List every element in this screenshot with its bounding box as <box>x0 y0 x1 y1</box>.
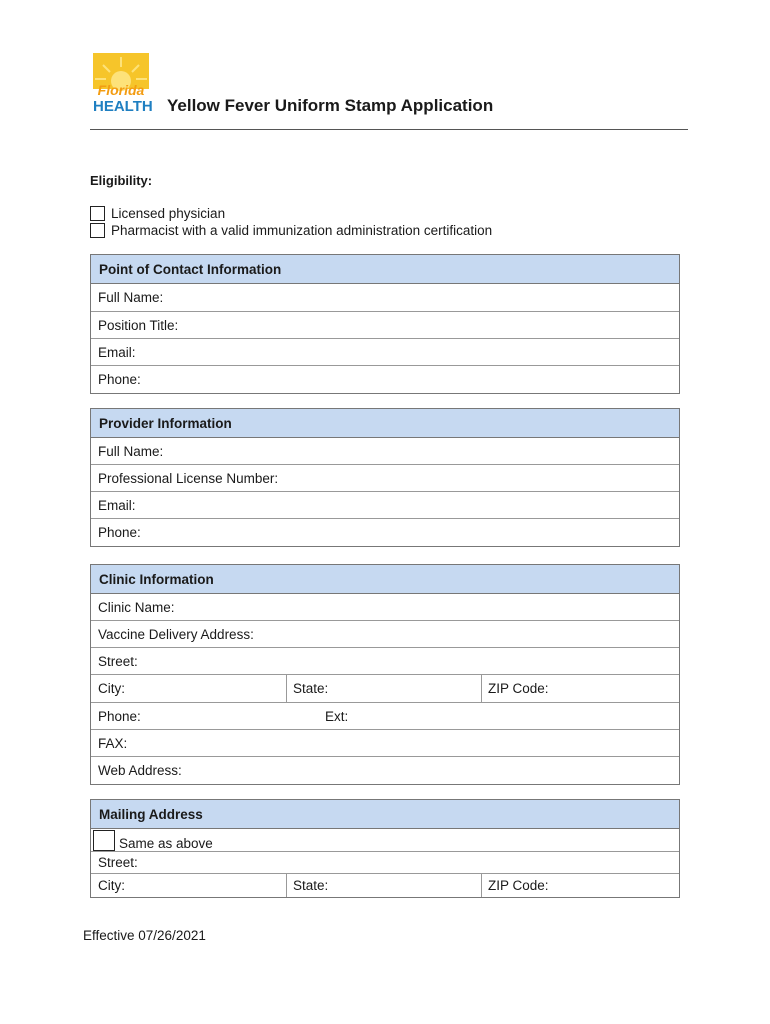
contact-phone-field[interactable]: Phone: <box>98 372 141 387</box>
clinic-zip-field[interactable] <box>481 675 679 702</box>
same-as-above-row <box>91 829 679 852</box>
mailing-section <box>90 799 680 898</box>
mailing-header: Mailing Address <box>91 800 679 829</box>
physician-label: Licensed physician <box>111 206 226 221</box>
eligibility-option-physician <box>90 206 225 221</box>
effective-date: Effective 07/26/2021 <box>83 928 206 943</box>
same-as-above-label: Same as above <box>119 835 213 851</box>
clinic-web-address-field[interactable]: Web Address: <box>98 763 182 778</box>
clinic-city-label: City: <box>98 681 125 696</box>
physician-checkbox[interactable] <box>90 206 105 221</box>
page-title: Yellow Fever Uniform Stamp Application <box>167 96 494 115</box>
mailing-street-field[interactable]: Street: <box>91 852 679 874</box>
clinic-delivery-address-label: Vaccine Delivery Address: <box>91 621 679 648</box>
provider-email-field[interactable]: Email: <box>91 492 679 519</box>
eligibility-option-pharmacist <box>90 223 492 238</box>
mailing-city-state-zip-row <box>91 874 679 897</box>
contact-header: Point of Contact Information <box>91 255 679 284</box>
clinic-city-field[interactable] <box>91 675 286 702</box>
pharmacist-label: Pharmacist with a valid immunization administration certification <box>111 223 493 238</box>
mailing-zip-label: ZIP Code: <box>488 878 549 893</box>
provider-header: Provider Information <box>91 409 679 438</box>
logo-text-health: HEALTH <box>93 98 153 115</box>
mailing-city-field[interactable] <box>91 874 286 897</box>
clinic-ext-field[interactable] <box>319 703 519 729</box>
provider-license-field[interactable]: Professional License Number: <box>91 465 679 492</box>
clinic-street-field[interactable]: Street: <box>91 648 679 675</box>
clinic-phone-label: Phone: <box>98 708 141 724</box>
clinic-city-state-zip-row <box>91 675 679 703</box>
clinic-state-label: State: <box>293 681 329 696</box>
clinic-zip-label: ZIP Code: <box>488 681 549 696</box>
provider-full-name-field[interactable]: Full Name: <box>91 438 679 465</box>
clinic-name-field[interactable]: Clinic Name: <box>91 594 679 621</box>
florida-health-logo <box>93 53 153 117</box>
contact-section <box>90 254 680 394</box>
provider-phone-field[interactable]: Phone: <box>98 525 141 540</box>
clinic-phone-field[interactable] <box>91 703 317 729</box>
mailing-state-field[interactable] <box>286 874 481 897</box>
header-divider <box>90 129 688 130</box>
logo-text-florida: Florida <box>97 82 145 98</box>
contact-position-title-field[interactable]: Position Title: <box>91 312 679 339</box>
clinic-header: Clinic Information <box>91 565 679 594</box>
mailing-city-label: City: <box>98 878 125 893</box>
contact-full-name-field[interactable]: Full Name: <box>91 284 679 312</box>
clinic-ext-label: Ext: <box>325 708 349 724</box>
eligibility-label: Eligibility: <box>90 173 153 188</box>
clinic-phone-row <box>91 703 679 730</box>
provider-section <box>90 408 680 547</box>
contact-email-field[interactable]: Email: <box>91 339 679 366</box>
mailing-state-label: State: <box>293 878 329 893</box>
same-as-above-checkbox[interactable] <box>93 830 115 851</box>
clinic-state-field[interactable] <box>286 675 481 702</box>
mailing-zip-field[interactable] <box>481 874 679 897</box>
clinic-fax-field[interactable]: FAX: <box>91 730 679 757</box>
pharmacist-checkbox[interactable] <box>90 223 105 238</box>
clinic-section <box>90 564 680 785</box>
